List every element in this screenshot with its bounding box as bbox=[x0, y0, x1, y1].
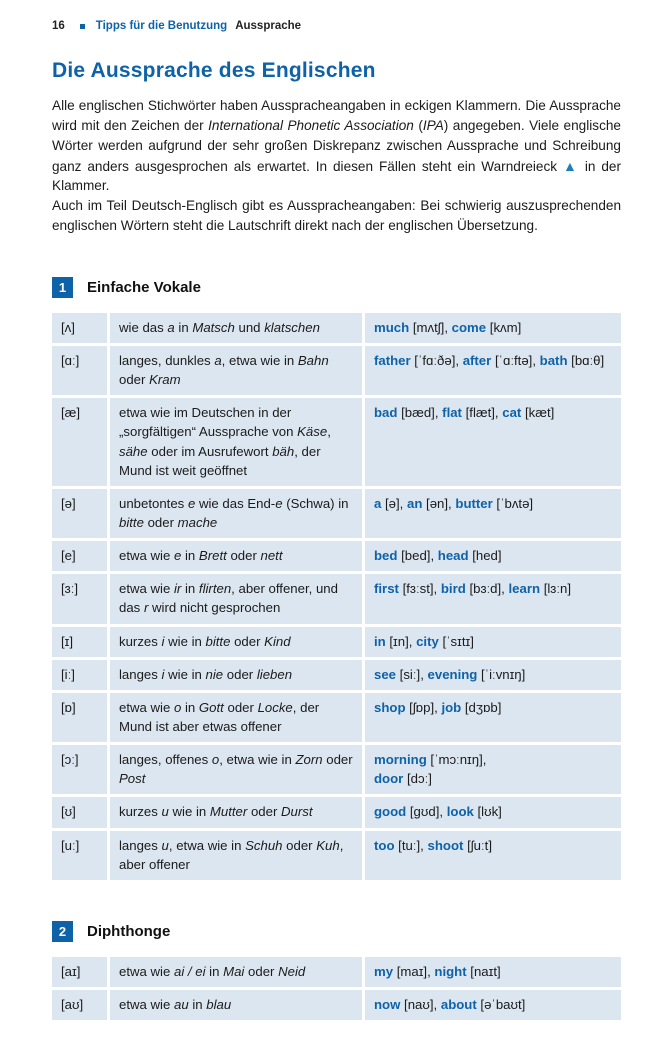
pronunciation-table-row bbox=[52, 957, 621, 987]
ipa-symbol-cell: [æ] bbox=[52, 398, 107, 486]
pronunciation-table-row bbox=[52, 831, 621, 880]
section-heading-2 bbox=[52, 921, 621, 942]
ipa-symbol-cell: [ɪ] bbox=[52, 627, 107, 657]
ipa-symbol-cell: [e] bbox=[52, 541, 107, 571]
examples-cell: father [ˈfɑːðə], after [ˈɑːftə], bath [bɑːθ] bbox=[365, 346, 621, 395]
ipa-symbol-cell: [aʊ] bbox=[52, 990, 107, 1020]
ipa-symbol-cell: [ʌ] bbox=[52, 313, 107, 343]
examples-cell: in [ɪn], city [ˈsɪtɪ] bbox=[365, 627, 621, 657]
examples-cell: my [maɪ], night [naɪt] bbox=[365, 957, 621, 987]
intro-text-block bbox=[52, 96, 621, 236]
running-header bbox=[52, 20, 621, 32]
description-cell: etwa wie ir in flirten, aber offener, und das r wird nicht gesprochen bbox=[110, 574, 362, 623]
ipa-symbol-cell: [iː] bbox=[52, 660, 107, 690]
pronunciation-table-row bbox=[52, 990, 621, 1020]
square-bullet-icon bbox=[80, 24, 85, 29]
description-cell: etwa wie o in Gott oder Locke, der Mund ist aber etwas offener bbox=[110, 693, 362, 742]
pronunciation-table-row bbox=[52, 574, 621, 623]
examples-cell: much [mʌtʃ], come [kʌm] bbox=[365, 313, 621, 343]
ipa-symbol-cell: [ɔː] bbox=[52, 745, 107, 794]
pronunciation-table-row bbox=[52, 693, 621, 742]
section-title-text: Einfache Vokale bbox=[87, 278, 201, 296]
intro-paragraph-1: Alle englischen Stichwörter haben Ausspracheangaben in eckigen Klammern. Die Aussprache wird mit den Zeichen der International Phonetic Association (IPA) angegeben. Viele englische Wörter werden aufgrund der sehr großen Diskrepanz zwischen Aussprache und Schreibung ganz anders ausgesprochen als erwartet. In diesen Fällen steht ein Warndreieck ▲ in der Klammer. bbox=[52, 98, 621, 194]
diphthong-pronunciation-table bbox=[52, 957, 621, 1020]
pronunciation-table-row bbox=[52, 660, 621, 690]
description-cell: wie das a in Matsch und klatschen bbox=[110, 313, 362, 343]
page-title: Die Aussprache des Englischen bbox=[52, 59, 376, 82]
description-cell: etwa wie ai / ei in Mai oder Neid bbox=[110, 957, 362, 987]
description-cell: kurzes u wie in Mutter oder Durst bbox=[110, 797, 362, 827]
pronunciation-table-row bbox=[52, 541, 621, 571]
description-cell: unbetontes e wie das End-e (Schwa) in bitte oder mache bbox=[110, 489, 362, 538]
section-diphthongs bbox=[52, 921, 621, 1020]
examples-cell: see [siː], evening [ˈiːvnɪŋ] bbox=[365, 660, 621, 690]
section-number-badge: 2 bbox=[52, 921, 73, 942]
header-subsection-title: Aussprache bbox=[235, 20, 302, 32]
ipa-symbol-cell: [ɜː] bbox=[52, 574, 107, 623]
examples-cell: first [fɜːst], bird [bɜːd], learn [lɜːn] bbox=[365, 574, 621, 623]
pronunciation-table-row bbox=[52, 489, 621, 538]
section-simple-vowels bbox=[52, 277, 621, 880]
pronunciation-table-row bbox=[52, 346, 621, 395]
examples-cell: a [ə], an [ən], butter [ˈbʌtə] bbox=[365, 489, 621, 538]
pronunciation-table-row bbox=[52, 797, 621, 827]
examples-cell: shop [ʃɒp], job [dʒɒb] bbox=[365, 693, 621, 742]
examples-cell: good [gʊd], look [lʊk] bbox=[365, 797, 621, 827]
pronunciation-table-row bbox=[52, 398, 621, 486]
section-title-text: Diphthonge bbox=[87, 922, 171, 940]
description-cell: etwa wie au in blau bbox=[110, 990, 362, 1020]
description-cell: etwa wie e in Brett oder nett bbox=[110, 541, 362, 571]
examples-cell: bed [bed], head [hed] bbox=[365, 541, 621, 571]
intro-paragraph-2: Auch im Teil Deutsch-Englisch gibt es Ausspracheangaben: Bei schwierig auszusprechenden englischen Wörtern steht die Lautschrift direkt nach der englischen Übersetzung. bbox=[52, 198, 621, 234]
header-section-title: Tipps für die Benutzung bbox=[95, 20, 228, 32]
page-number: 16 bbox=[52, 20, 65, 32]
description-cell: langes, dunkles a, etwa wie in Bahn oder Kram bbox=[110, 346, 362, 395]
description-cell: langes i wie in nie oder lieben bbox=[110, 660, 362, 690]
ipa-symbol-cell: [uː] bbox=[52, 831, 107, 880]
description-cell: etwa wie im Deutschen in der „sorgfältigen“ Aussprache von Käse, sähe oder im Ausrufewort bäh, der Mund ist weit geöffnet bbox=[110, 398, 362, 486]
description-cell: langes u, etwa wie in Schuh oder Kuh, aber offener bbox=[110, 831, 362, 880]
pronunciation-table-row bbox=[52, 627, 621, 657]
description-cell: langes, offenes o, etwa wie in Zorn oder Post bbox=[110, 745, 362, 794]
pronunciation-table-row bbox=[52, 313, 621, 343]
examples-cell: now [naʊ], about [əˈbaʊt] bbox=[365, 990, 621, 1020]
section-number-badge: 1 bbox=[52, 277, 73, 298]
examples-cell: morning [ˈmɔːnɪŋ], door [dɔː] bbox=[365, 745, 621, 794]
section-heading-1 bbox=[52, 277, 621, 298]
ipa-symbol-cell: [ɑː] bbox=[52, 346, 107, 395]
ipa-symbol-cell: [ɒ] bbox=[52, 693, 107, 742]
ipa-symbol-cell: [ə] bbox=[52, 489, 107, 538]
examples-cell: bad [bæd], flat [flæt], cat [kæt] bbox=[365, 398, 621, 486]
vowel-pronunciation-table bbox=[52, 313, 621, 880]
pronunciation-table-row bbox=[52, 745, 621, 794]
description-cell: kurzes i wie in bitte oder Kind bbox=[110, 627, 362, 657]
ipa-symbol-cell: [ʊ] bbox=[52, 797, 107, 827]
ipa-symbol-cell: [aɪ] bbox=[52, 957, 107, 987]
examples-cell: too [tuː], shoot [ʃuːt] bbox=[365, 831, 621, 880]
